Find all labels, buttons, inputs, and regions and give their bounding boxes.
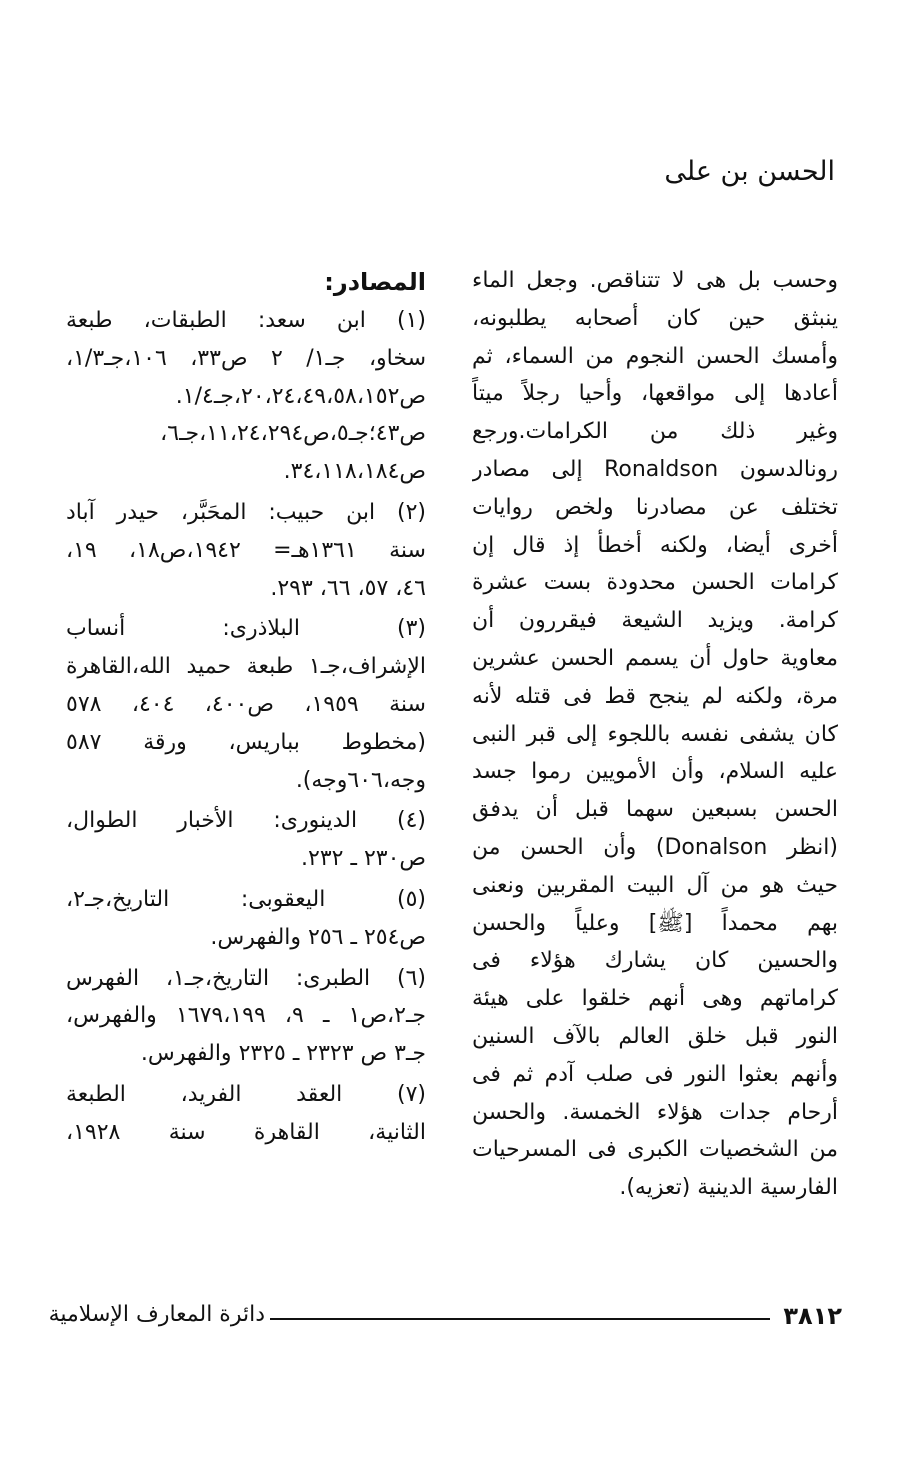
body-line: الفارسية الدينية (تعزيه). xyxy=(619,1175,838,1201)
source-entry xyxy=(66,494,426,607)
source-line: (٣) البلاذرى: أنساب xyxy=(66,616,426,642)
body-line: النور قبل خلق العالم بالآف السنين xyxy=(472,1023,838,1049)
running-head: الحسن بن على xyxy=(664,156,835,187)
body-line: ينبثق حين كان أصحابه يطلبونه، xyxy=(472,305,838,331)
source-line: جـ٢،ص١ ـ ٩، ١٦٧٩،١٩٩ والفهرس، xyxy=(66,1003,426,1029)
source-entry xyxy=(66,1076,426,1152)
source-line: ٤٦، ٥٧، ٦٦، ٢٩٣. xyxy=(270,575,426,601)
source-line: (٥) اليعقوبى: التاريخ،جـ٢، xyxy=(66,886,426,912)
source-line: الإشراف،جـ١ طبعة حميد الله،القاهرة xyxy=(66,654,426,680)
source-entry xyxy=(66,960,426,1073)
source-line: (٧) العقد الفريد، الطبعة xyxy=(66,1081,426,1107)
publication-title: دائرة المعارف الإسلامية xyxy=(48,1302,265,1327)
source-line: (١) ابن سعد: الطبقات، طبعة xyxy=(66,308,426,333)
body-line: كرامة. ويزيد الشيعة فيقررون أن xyxy=(472,608,838,634)
body-line: وحسب بل هى لا تتناقص. وجعل الماء xyxy=(472,268,838,293)
body-line: كرامات الحسن محدودة بست عشرة xyxy=(472,570,838,596)
body-line: (انظر Donalson) وأن الحسن من xyxy=(472,834,838,860)
body-line: أرحام جدات هؤلاء الخمسة. والحسن xyxy=(472,1099,838,1125)
footer-rule xyxy=(270,1318,770,1320)
source-line: سخاو، جـ١/ ٢ ص٣٣، ١٠٦،جـ١/٣، xyxy=(66,345,426,371)
body-line: وغير ذلك من الكرامات.ورجع xyxy=(472,419,838,445)
source-line: ص٢٥٤ ـ ٢٥٦ والفهرس. xyxy=(210,924,426,950)
source-line: (٦) الطبرى: التاريخ،جـ١، الفهرس xyxy=(66,965,426,991)
body-line: من الشخصيات الكبرى فى المسرحيات xyxy=(472,1137,838,1163)
source-line: (مخطوط بباريس، ورقة ٥٨٧ xyxy=(66,729,426,755)
source-line: (٤) الدينورى: الأخبار الطوال، xyxy=(66,808,426,834)
source-line: سنة ١٩٥٩، ص٤٠٠، ٤٠٤، ٥٧٨ xyxy=(66,691,426,717)
sources-heading: المصادر: xyxy=(324,268,426,296)
body-line: كان يشفى نفسه باللجوء إلى قبر النبى xyxy=(472,721,838,747)
body-line: حيث هو من آل البيت المقربين ونعنى xyxy=(472,872,838,898)
sources-column xyxy=(66,262,426,1155)
source-line: ص٢٠،٢٤،٤٩،٥٨،١٥٢،جـ١/٤. xyxy=(175,383,426,409)
body-line: والحسين كان يشارك هؤلاء فى xyxy=(472,948,838,974)
body-line: الحسن بسبعين سهما قبل أن يدفق xyxy=(472,797,838,823)
body-line: وأنهم بعثوا النور فى صلب آدم ثم فى xyxy=(472,1061,838,1087)
body-line: عليه السلام، وأن الأمويين رموا جسد xyxy=(472,759,838,785)
source-entry xyxy=(66,881,426,957)
source-line: وجه،٦٠٦وجه). xyxy=(295,767,426,793)
body-line: تختلف عن مصادرنا ولخص روايات xyxy=(472,494,838,520)
body-line: وأمسك الحسن النجوم من السماء، ثم xyxy=(472,343,838,369)
body-line: أخرى أيضا، ولكنه أخطأ إذ قال إن xyxy=(472,532,838,558)
source-line: ص٤٣؛جـ٥،ص١١،٢٤،٢٩٤،جـ٦، xyxy=(160,421,426,447)
body-line: مرة، ولكنه لم ينجح قط فى قتله لأنه xyxy=(472,683,838,709)
source-entry xyxy=(66,610,426,799)
body-line: أعادها إلى مواقعها، وأحيا رجلاً ميتاً xyxy=(472,381,838,407)
source-line: جـ٣ ص ٢٣٢٣ ـ ٢٣٢٥ والفهرس. xyxy=(140,1041,426,1067)
body-line: بهم محمداً [ﷺ] وعلياً والحسن xyxy=(472,910,838,936)
body-line: معاوية حاول أن يسمم الحسن عشرين xyxy=(472,645,838,671)
source-line: الثانية، القاهرة سنة ١٩٢٨، xyxy=(66,1119,426,1145)
body-line: رونالدسون Ronaldson إلى مصادر xyxy=(472,456,838,482)
source-line: ص٢٣٠ ـ ٢٣٢. xyxy=(301,846,426,872)
source-entry xyxy=(66,302,426,491)
body-line: كراماتهم وهى أنهم خلقوا على هيئة xyxy=(472,986,838,1012)
source-entry xyxy=(66,802,426,878)
source-line: سنة ١٣٦١هـ= ١٩٤٢،ص١٨، ١٩، xyxy=(66,537,426,563)
source-line: (٢) ابن حبيب: المحَبَّر، حيدر آباد xyxy=(66,499,426,525)
page-number: ٣٨١٢ xyxy=(783,1302,842,1330)
article-body-column xyxy=(472,262,838,1207)
source-line: ص٣٤،١١٨،١٨٤. xyxy=(283,459,426,485)
